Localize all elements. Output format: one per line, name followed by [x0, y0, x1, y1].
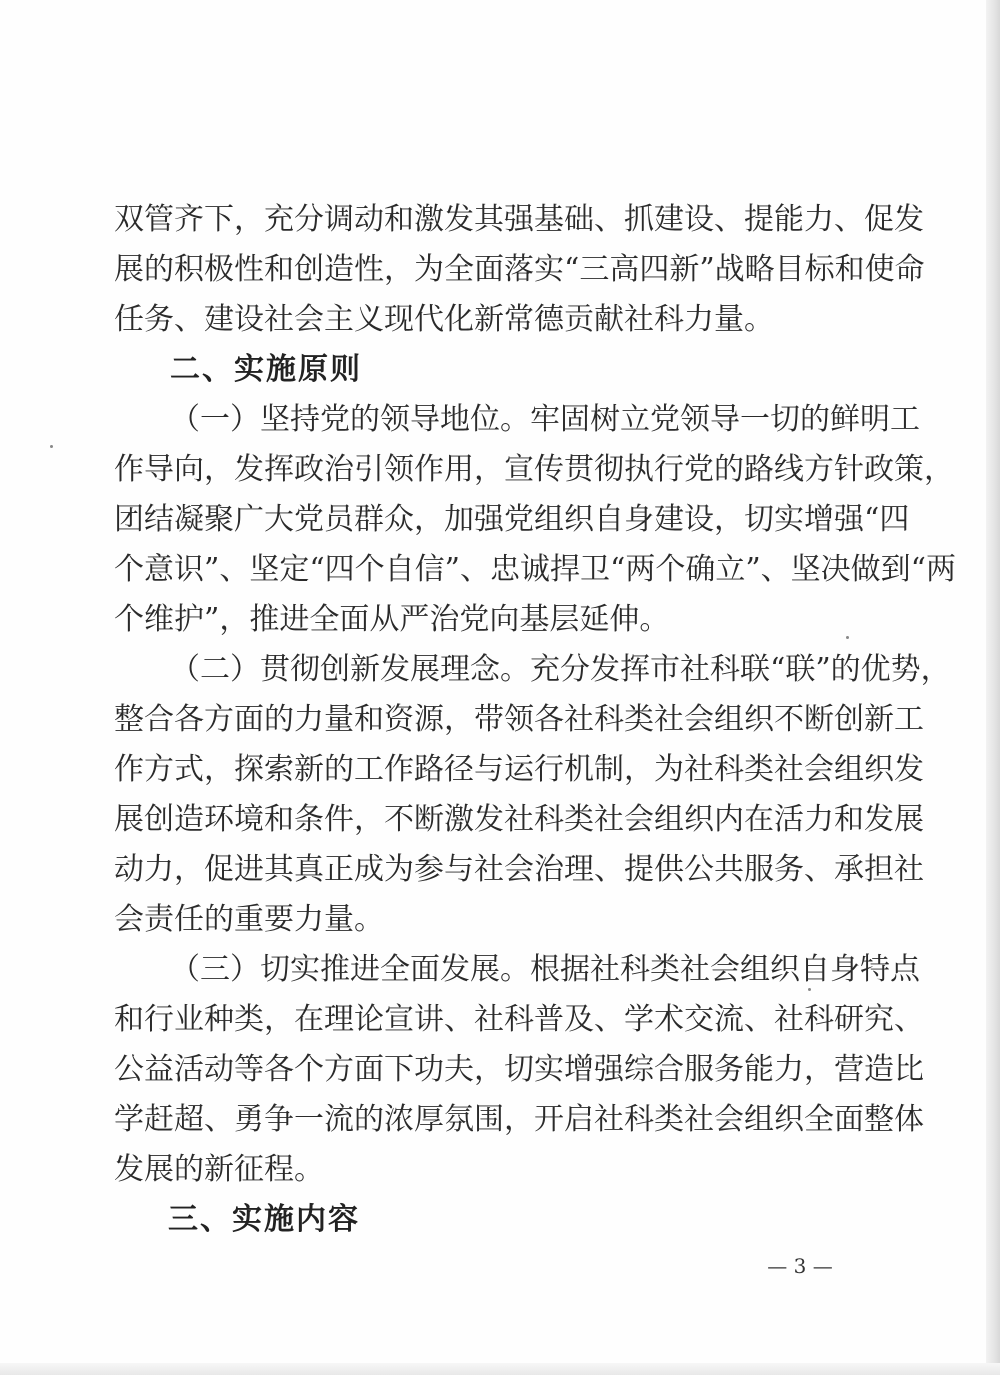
- scan-speck: [808, 988, 811, 991]
- intro-line-2: 展的积极性和创造性，为全面落实“三高四新”战略目标和使命: [114, 252, 925, 287]
- page-number: — 3 —: [767, 1254, 833, 1278]
- scan-edge-right: [986, 0, 1000, 1375]
- scan-edge-bottom: [0, 1363, 1000, 1375]
- principle-2-line-5: 动力，促进其真正成为参与社会治理、提供公共服务、承担社: [114, 852, 924, 887]
- principle-2-line-3: 作方式，探索新的工作路径与运行机制，为社科类社会组织发: [114, 752, 924, 787]
- intro-line-3: 任务、建设社会主义现代化新常德贡献社科力量。: [114, 302, 774, 337]
- principle-2-line-6: 会责任的重要力量。: [114, 902, 384, 937]
- scan-speck: [846, 636, 849, 639]
- intro-line-1: 双管齐下，充分调动和激发其强基础、抓建设、提能力、促发: [114, 202, 924, 237]
- principle-2-line-2: 整合各方面的力量和资源，带领各社科类社会组织不断创新工: [114, 702, 924, 737]
- principle-3-line-5: 发展的新征程。: [114, 1152, 324, 1187]
- principle-1-line-3: 团结凝聚广大党员群众，加强党组织自身建设，切实增强“四: [114, 502, 910, 537]
- section-heading-principles: 二、实施原则: [170, 352, 362, 387]
- principle-2-line-4: 展创造环境和条件，不断激发社科类社会组织内在活力和发展: [114, 802, 924, 837]
- principle-2-line-1: （二）贯彻创新发展理念。充分发挥市社科联“联”的优势，: [170, 652, 951, 687]
- principle-3-line-3: 公益活动等各个方面下功夫，切实增强综合服务能力，营造比: [114, 1052, 924, 1087]
- section-heading-contents: 三、实施内容: [168, 1202, 360, 1237]
- principle-1-line-5: 个维护”，推进全面从严治党向基层延伸。: [114, 602, 670, 637]
- principle-1-line-4: 个意识”、坚定“四个自信”、忠诚捍卫“两个确立”、坚决做到“两: [114, 552, 957, 587]
- principle-3-line-2: 和行业种类，在理论宣讲、社科普及、学术交流、社科研究、: [114, 1002, 924, 1037]
- principle-3-line-1: （三）切实推进全面发展。根据社科类社会组织自身特点: [170, 952, 920, 987]
- principle-1-line-1: （一）坚持党的领导地位。牢固树立党领导一切的鲜明工: [170, 402, 920, 437]
- principle-3-line-4: 学赶超、勇争一流的浓厚氛围，开启社科类社会组织全面整体: [114, 1102, 924, 1137]
- scan-speck: [50, 445, 53, 448]
- principle-1-line-2: 作导向，发挥政治引领作用，宣传贯彻执行党的路线方针政策，: [114, 452, 954, 487]
